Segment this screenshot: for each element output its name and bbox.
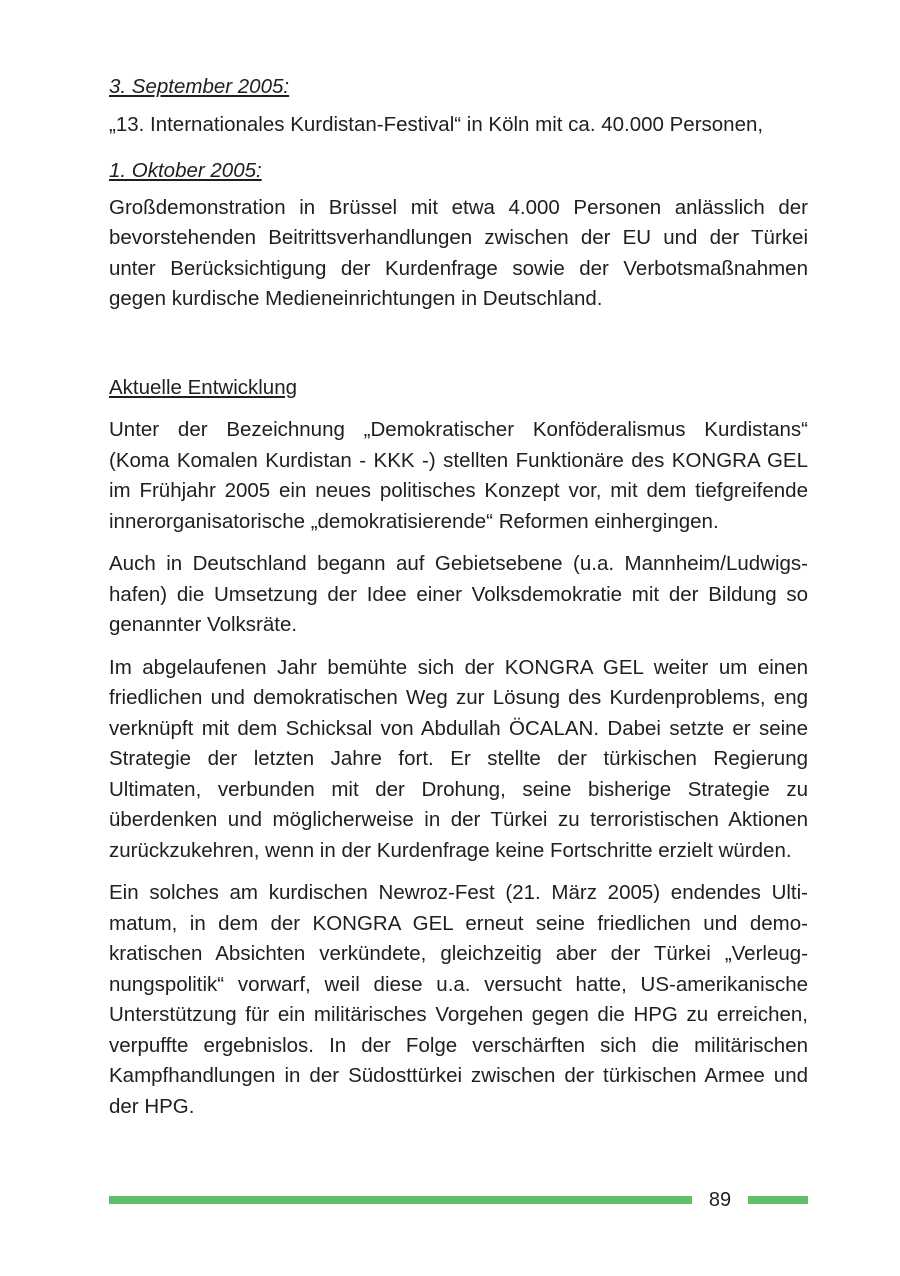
event-description: „13. Internationales Kurdistan-Festival“ in Köln mit ca. 40.000 Personen, [109, 112, 764, 136]
event-date: 3. September 2005: [109, 75, 290, 98]
event-description: Großdemonstration in Brüssel mit etwa 4.000 Personen anlässlich der bevorstehenden Beitrittsverhandlungen zwischen der EU und der Türkei unter Berücksichtigung der Kurdenfrage sowie der Verbotsmaßnahmen gegen kurdische Medieneinrichtungen in Deutschland. [109, 195, 808, 310]
event-entry [109, 72, 808, 140]
body-paragraph: Auch in Deutschland begann auf Gebietsebene (u.a. Mannheim/Ludwigshafen) die Umsetzung der Idee einer Volksdemokratie mit der Bildung so genannter Volksräte. [109, 552, 808, 636]
section-heading: Aktuelle Entwicklung [109, 375, 298, 399]
footer-accent-bar [109, 1196, 692, 1204]
body-paragraph: Ein solches am kurdischen Newroz-Fest (21. März 2005) endendes Ultimatum, in dem der KONGRA GEL erneut seine friedlichen und demokratischen Absichten verkündete, gleichzeitig aber der Türkei „Verleugnungspolitik“ vorwarf, weil diese u.a. versucht hatte, US-amerikanische Unterstützung für ein militärisches Vorgehen gegen die HPG zu erreichen, verpuffte ergebnislos. In der Folge verschärften sich die militärischen Kampfhandlungen in der Südosttürkei zwischen der türkischen Armee und der HPG. [109, 881, 808, 1118]
section-body [109, 415, 808, 1122]
page-number: 89 [708, 1189, 732, 1211]
event-date: 1. Oktober 2005: [109, 159, 262, 182]
body-paragraph: Unter der Bezeichnung „Demokratischer Konföderalismus Kurdistans“ (Koma Komalen Kurdistan - KKK -) stellten Funktionäre des KONGRA GEL im Frühjahr 2005 ein neues politisches Konzept vor, mit dem tiefgreifende innerorganisatorische „demokratisierende“ Reformen einhergingen. [109, 418, 808, 533]
footer-accent-bar [748, 1196, 808, 1204]
body-paragraph: Im abgelaufenen Jahr bemühte sich der KONGRA GEL weiter um einen friedlichen und demokratischen Weg zur Lösung des Kurdenproblems, eng verknüpft mit dem Schicksal von Abdullah ÖCALAN. Dabei setzte er seine Strategie der letzten Jahre fort. Er stellte der türkischen Regierung Ultimaten, verbunden mit der Drohung, seine bisherige Strategie zu überdenken und möglicherweise in der Türkei zu terroristischen Aktionen zurückzukehren, wenn in der Kurdenfrage keine Fortschritte erzielt würden. [109, 655, 808, 862]
page-footer [109, 1186, 808, 1214]
page-content [109, 72, 808, 1122]
event-entry [109, 156, 808, 315]
